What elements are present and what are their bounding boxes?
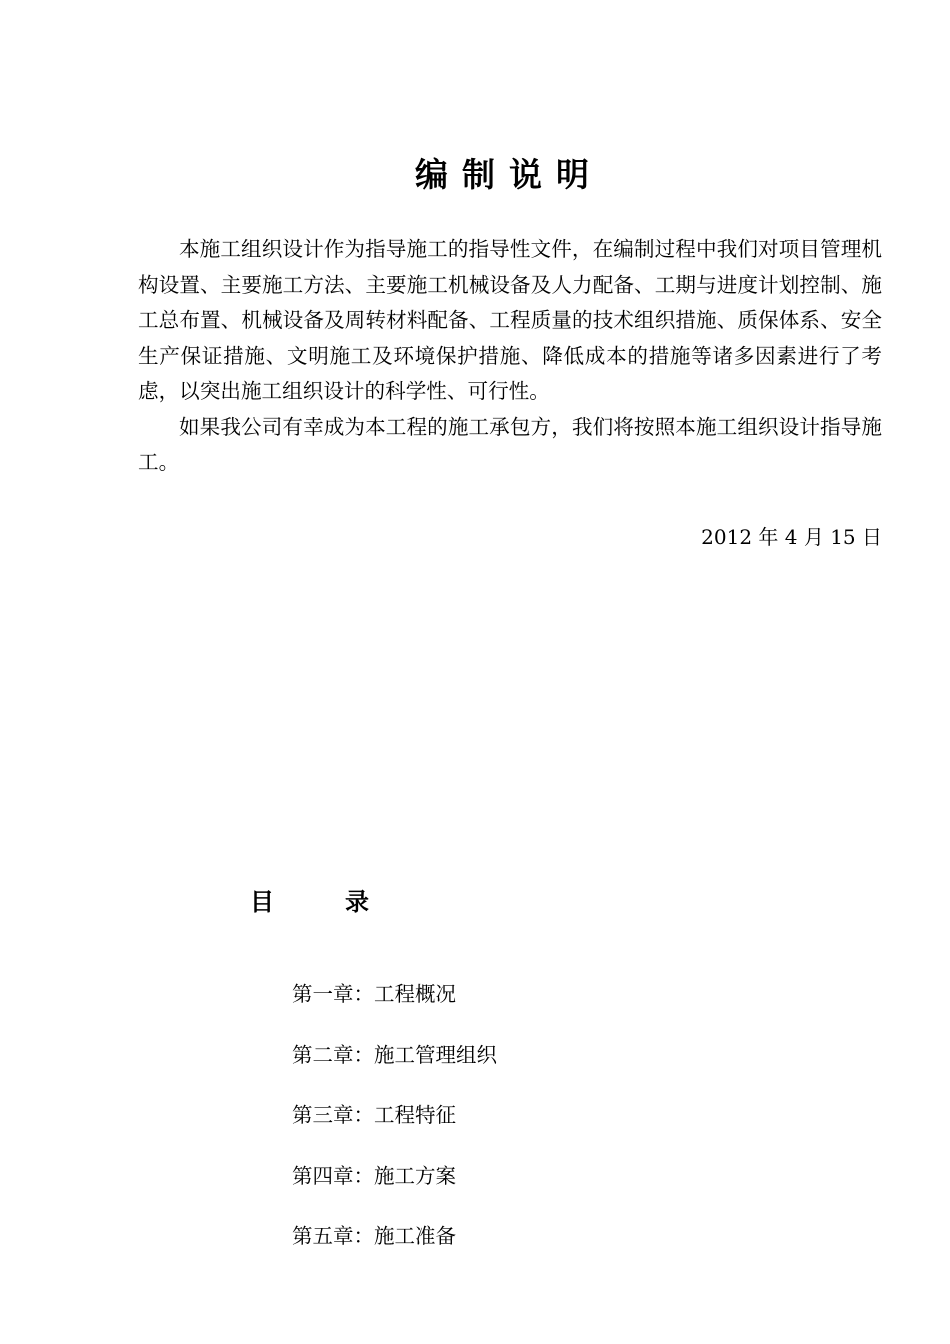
toc-item[interactable]: 第二章：施工管理组织	[292, 1042, 497, 1067]
toc-heading	[250, 884, 369, 920]
toc-item[interactable]: 第一章：工程概况	[292, 982, 456, 1006]
preface-paragraph: 本施工组织设计作为指导施工的指导性文件，在编制过程中我们对项目管理机构设置、主要施工方法、主要施工机械设备及人力配备、工期与进度计划控制、施工总布置、机械设备及周转材料配备、工程质量的技术组织措施、质保体系、安全生产保证措施、文明施工及环境保护措施、降低成本的措施等诸多因素进行了考虑，以突出施工组织设计的科学性、可行性。	[138, 237, 882, 403]
toc-item[interactable]: 第四章：施工方案	[292, 1163, 456, 1188]
toc-item[interactable]: 第五章：施工准备	[292, 1224, 456, 1248]
toc-heading-left: 目	[250, 888, 274, 916]
toc-heading-right: 录	[345, 888, 369, 916]
page-title: 编制说明	[415, 155, 603, 194]
toc-item[interactable]: 第三章：工程特征	[292, 1103, 456, 1127]
preface-body	[138, 232, 882, 481]
toc-list	[292, 978, 497, 1281]
document-date: 2012 年 4 月 15 日	[701, 525, 882, 549]
preface-paragraph: 如果我公司有幸成为本工程的施工承包方，我们将按照本施工组织设计指导施工。	[138, 414, 882, 474]
